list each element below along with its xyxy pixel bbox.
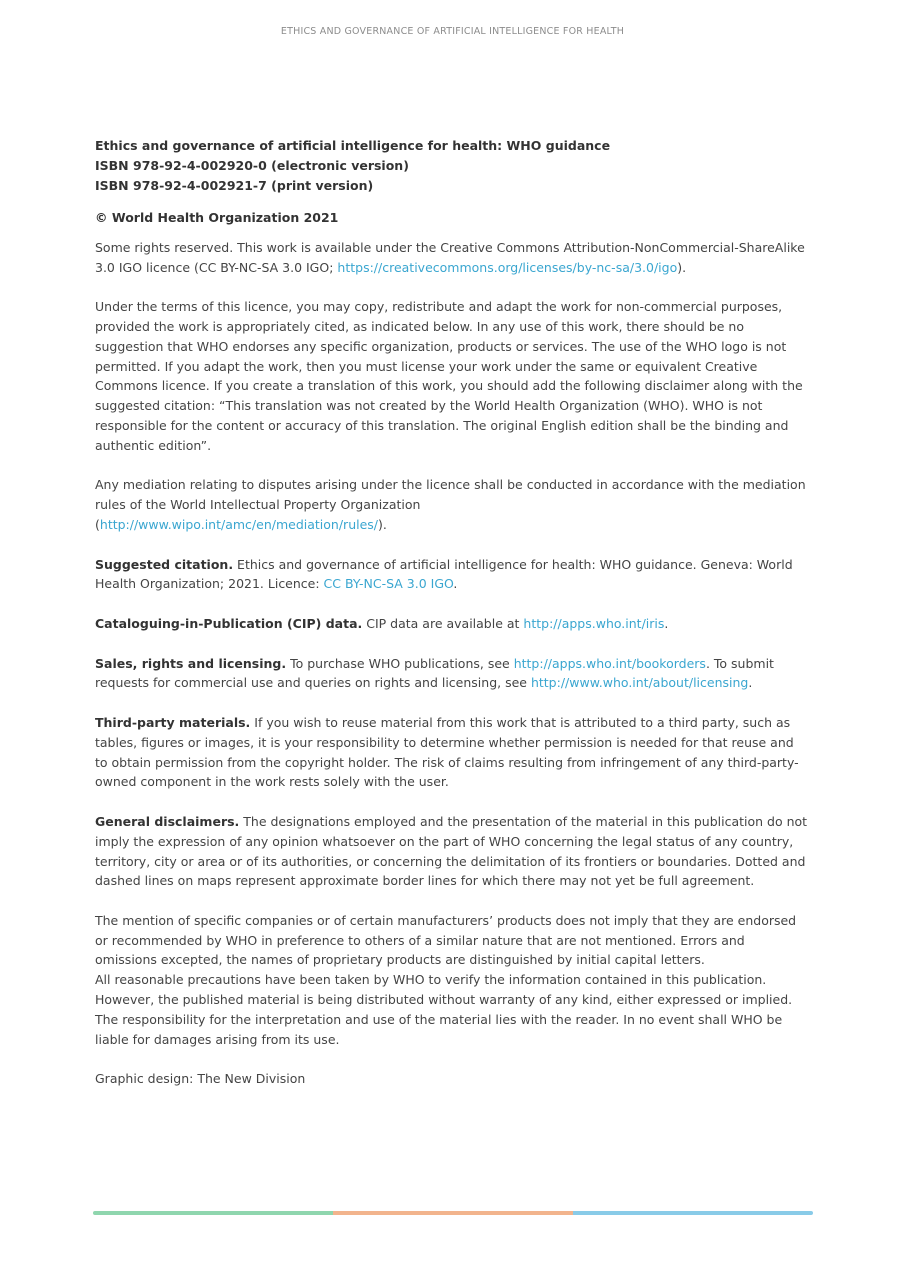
sales-heading: Sales, rights and licensing. — [95, 655, 287, 671]
disclaimers-paragraph — [95, 812, 810, 891]
footer-bar-blue — [573, 1211, 813, 1215]
footer-bar-orange — [333, 1211, 573, 1215]
sales-paragraph — [95, 654, 810, 694]
citation-heading: Suggested citation. — [95, 556, 234, 572]
citation-paragraph — [95, 555, 810, 595]
third-party-heading: Third-party materials. — [95, 714, 251, 730]
licence-link[interactable]: CC BY-NC-SA 3.0 IGO — [323, 576, 454, 592]
title-block — [95, 136, 810, 196]
footer-bar-green — [93, 1211, 333, 1215]
mediation-paragraph — [95, 475, 810, 534]
cip-heading: Cataloguing-in-Publication (CIP) data. — [95, 615, 363, 631]
running-header: ETHICS AND GOVERNANCE OF ARTIFICIAL INTELLIGENCE FOR HEALTH — [280, 26, 625, 37]
cip-text: CIP data are available at — [362, 615, 524, 631]
cip-paragraph — [95, 614, 810, 634]
mention-text-1: The mention of specific companies or of certain manufacturers’ products does not imply that they are endorsed or recommended by WHO in preference to others of a similar nature that are not mentioned. Errors and omissions excepted, the names of proprietary products are distinguished by initial capital letters. — [95, 912, 797, 968]
third-party-paragraph — [95, 713, 810, 792]
mediation-end: ). — [378, 516, 387, 532]
mention-text-2: All reasonable precautions have been taken by WHO to verify the information contained in this publication. However, the published material is being distributed without warranty of any kind, either expressed or implied. The responsibility for the interpretation and use of the material lies with the reader. In no event shall WHO be liable for damages arising from its use. — [95, 972, 793, 1047]
mediation-open: ( — [95, 516, 100, 532]
cip-end: . — [664, 615, 669, 631]
citation-text: Ethics and governance of artificial intelligence for health: WHO guidance. Geneva: World Health Organization; 2021. Licence: — [95, 556, 793, 592]
isbn-electronic: ISBN 978-92-4-002920-0 (electronic version) — [95, 158, 409, 173]
footer-color-bar — [93, 1211, 813, 1215]
publication-title: Ethics and governance of artificial intelligence for health: WHO guidance — [95, 138, 611, 153]
rights-end: ). — [677, 259, 687, 275]
disclaimers-heading: General disclaimers. — [95, 813, 240, 829]
sales-text-2: . To submit requests for commercial use and queries on rights and licensing, see — [95, 655, 774, 691]
terms-paragraph: Under the terms of this licence, you may copy, redistribute and adapt the work for non-commercial purposes, provided the work is appropriately cited, as indicated below. In any use of this work, there should be no suggestion that WHO endorses any specific organization, products or services. The use of the WHO logo is not permitted. If you adapt the work, then you must license your work under the same or equivalent Creative Commons licence. If you create a translation of this work, you should add the following disclaimer along with the suggested citation: “This translation was not created by the World Health Organization (WHO). WHO is not responsible for the content or accuracy of this translation. The original English edition shall be the binding and authentic edition”. — [95, 299, 803, 453]
copyright-page-body — [95, 136, 810, 1109]
mediation-text: Any mediation relating to disputes arising under the licence shall be conducted in accordance with the mediation rules of the World Intellectual Property Organization — [95, 477, 806, 513]
licensing-link[interactable]: http://www.who.int/about/licensing — [530, 675, 749, 691]
bookorders-link[interactable]: http://apps.who.int/bookorders — [513, 655, 706, 671]
wipo-link[interactable]: http://www.wipo.int/amc/en/mediation/rules/ — [99, 516, 379, 532]
citation-end: . — [453, 576, 458, 592]
disclaimers-text: The designations employed and the presentation of the material in this publication do not imply the expression of any opinion whatsoever on the part of WHO concerning the legal status of any country, territory, city or area or of its authorities, or concerning the delimitation of its frontiers or boundaries. Dotted and dashed lines on maps represent approximate border lines for which there may not yet be full agreement. — [95, 813, 808, 889]
iris-link[interactable]: http://apps.who.int/iris — [523, 615, 665, 631]
sales-end: . — [748, 675, 753, 691]
sales-text-1: To purchase WHO publications, see — [286, 655, 514, 671]
graphic-design-credit: Graphic design: The New Division — [95, 1071, 306, 1087]
mention-paragraph — [95, 911, 810, 1050]
cc-licence-link[interactable]: https://creativecommons.org/licenses/by-nc-sa/3.0/igo — [337, 259, 678, 275]
rights-text: Some rights reserved. This work is available under the Creative Commons Attribution-NonCommercial-ShareAlike 3.0 IGO licence (CC BY-NC-SA 3.0 IGO; — [95, 239, 805, 275]
isbn-print: ISBN 978-92-4-002921-7 (print version) — [95, 178, 374, 193]
third-party-text: If you wish to reuse material from this work that is attributed to a third party, such as tables, figures or images, it is your responsibility to determine whether permission is needed for that reuse and to obtain permission from the copyright holder. The risk of claims resulting from infringement of any third-party-owned component in the work rests solely with the user. — [95, 714, 799, 790]
copyright-notice: © World Health Organization 2021 — [95, 210, 339, 225]
rights-paragraph — [95, 238, 810, 278]
